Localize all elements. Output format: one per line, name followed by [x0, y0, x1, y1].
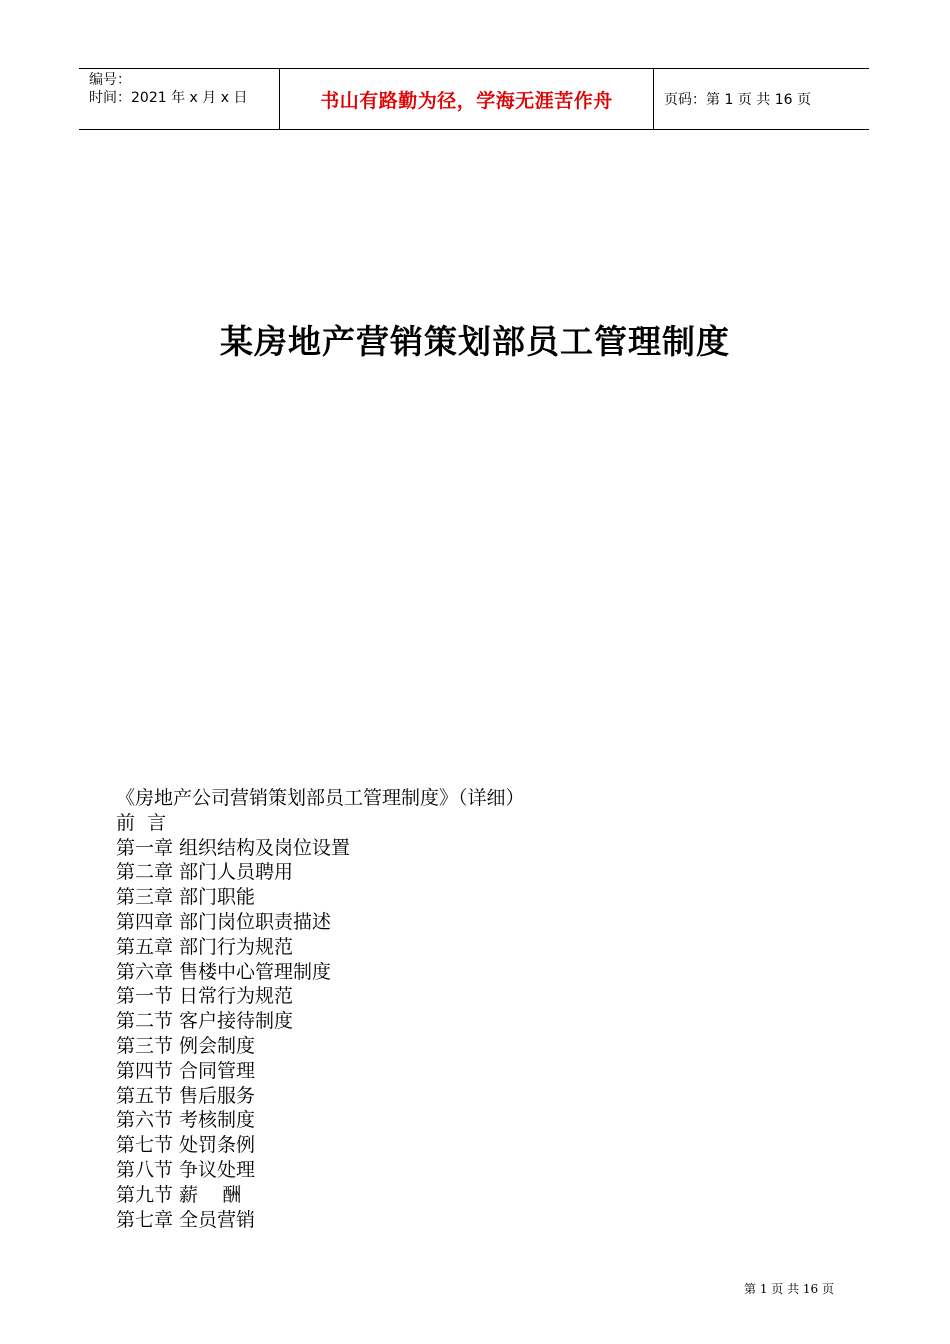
- toc-item: 第三章 部门职能: [116, 886, 256, 909]
- toc-item: 第六节 考核制度: [116, 1109, 256, 1132]
- page-header: [79, 68, 869, 130]
- toc-item: 第一章 组织结构及岗位设置: [116, 836, 351, 859]
- toc-item: 第二节 客户接待制度: [116, 1010, 294, 1033]
- toc-item: 《房地产公司营销策划部员工管理制度》（详细）: [116, 787, 525, 809]
- toc-item: 第一节 日常行为规范: [116, 985, 294, 1008]
- header-slogan: 书山有路勤为径，学海无涯苦作舟: [280, 69, 654, 129]
- toc-item: 第五章 部门行为规范: [116, 935, 294, 958]
- header-page-number: 页码：第 1 页 共 16 页: [664, 92, 811, 108]
- page-footer: 第 1 页 共 16 页: [744, 1282, 834, 1296]
- toc-item: 第五节 售后服务: [116, 1084, 256, 1107]
- document-number-label: 编号：: [89, 72, 131, 88]
- toc-item: 第三节 例会制度: [116, 1034, 256, 1057]
- toc-item: 第七章 全员营销: [116, 1208, 256, 1231]
- toc-item: 第八节 争议处理: [116, 1158, 256, 1181]
- toc-item: 前 言: [116, 811, 167, 834]
- document-date-label: 时间：2021 年 x 月 x 日: [89, 90, 248, 106]
- table-of-contents: [116, 786, 525, 1232]
- toc-item: 第七节 处罚条例: [116, 1134, 256, 1157]
- document-title: 某房地产营销策划部员工管理制度: [220, 322, 730, 361]
- toc-item: 第六章 售楼中心管理制度: [116, 960, 332, 983]
- toc-item: 第四章 部门岗位职责描述: [116, 910, 332, 933]
- toc-item: 第二章 部门人员聘用: [116, 861, 294, 884]
- toc-item: 第四节 合同管理: [116, 1059, 256, 1082]
- toc-item: 第九节 薪 酬: [116, 1183, 242, 1206]
- header-meta-cell: [79, 69, 280, 129]
